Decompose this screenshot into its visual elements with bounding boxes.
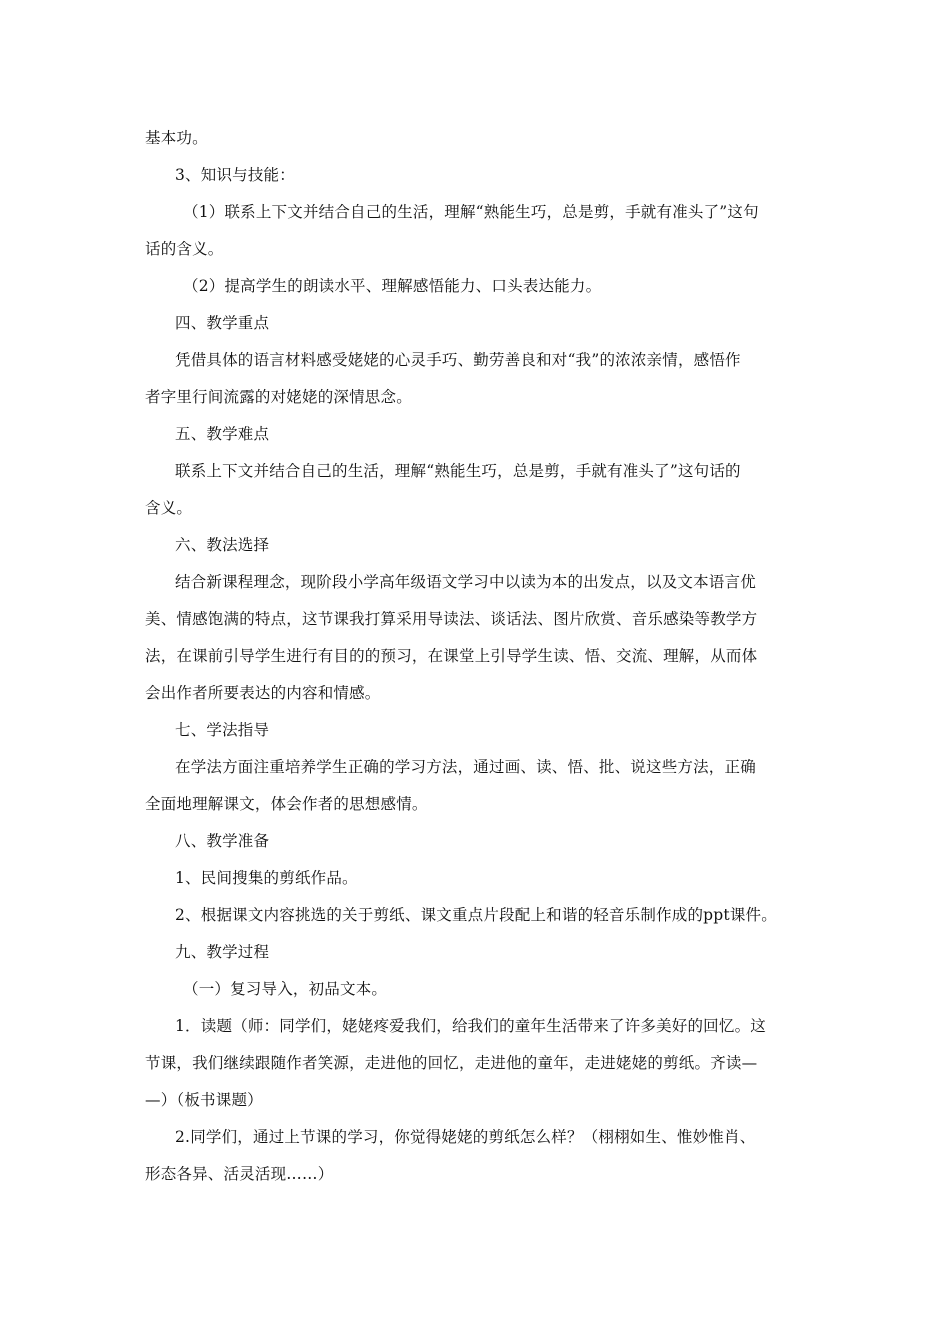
text-line: 凭借具体的语言材料感受姥姥的心灵手巧、勤劳善良和对“我”的浓浓亲情，感悟作 <box>175 351 741 369</box>
text-line: 1．读题（师：同学们，姥姥疼爱我们，给我们的童年生活带来了许多美好的回忆。这 <box>175 1017 766 1035</box>
text-line: 含义。 <box>145 499 193 517</box>
text-line: 1、民间搜集的剪纸作品。 <box>175 869 358 887</box>
text-line: 美、情感饱满的特点，这节课我打算采用导读法、谈话法、图片欣赏、音乐感染等教学方 <box>145 610 758 628</box>
text-line: 联系上下文并结合自己的生活，理解“熟能生巧，总是剪，手就有准头了”这句话的 <box>175 462 741 480</box>
text-line: 在学法方面注重培养学生正确的学习方法，通过画、读、悟、批、说这些方法，正确 <box>175 758 756 776</box>
text-line: 者字里行间流露的对姥姥的深情思念。 <box>145 388 412 406</box>
section-heading: 七、学法指导 <box>175 721 270 739</box>
text-line: 会出作者所要表达的内容和情感。 <box>145 684 381 702</box>
text-line: 2.同学们，通过上节课的学习，你觉得姥姥的剪纸怎么样？（栩栩如生、惟妙惟肖、 <box>175 1128 756 1146</box>
text-line: 2、根据课文内容挑选的关于剪纸、课文重点片段配上和谐的轻音乐制作成的ppt课件。 <box>175 906 777 924</box>
text-line: 全面地理解课文，体会作者的思想感情。 <box>145 795 428 813</box>
text-line: 结合新课程理念，现阶段小学高年级语文学习中以读为本的出发点，以及文本语言优 <box>175 573 756 591</box>
text-line: （一）复习导入，初品文本。 <box>183 980 388 998</box>
text-line: 节课，我们继续跟随作者笑源，走进他的回忆，走进他的童年，走进姥姥的剪纸。齐读— <box>145 1054 758 1072</box>
text-line: （2）提高学生的朗读水平、理解感悟能力、口头表达能力。 <box>183 277 602 295</box>
text-line: 法，在课前引导学生进行有目的的预习，在课堂上引导学生读、悟、交流、理解，从而体 <box>145 647 758 665</box>
section-heading: 六、教法选择 <box>175 536 270 554</box>
text-line: （1）联系上下文并结合自己的生活，理解“熟能生巧，总是剪，手就有准头了”这句 <box>183 203 759 221</box>
text-line: —）（板书课题） <box>145 1091 263 1109</box>
text-line: 3、知识与技能： <box>175 166 295 184</box>
text-line: 话的含义。 <box>145 240 224 258</box>
section-heading: 五、教学难点 <box>175 425 270 443</box>
text-line: 形态各异、活灵活现……） <box>145 1165 334 1183</box>
section-heading: 九、教学过程 <box>175 943 270 961</box>
section-heading: 八、教学准备 <box>175 832 270 850</box>
text-line: 基本功。 <box>145 129 208 147</box>
section-heading: 四、教学重点 <box>175 314 270 332</box>
